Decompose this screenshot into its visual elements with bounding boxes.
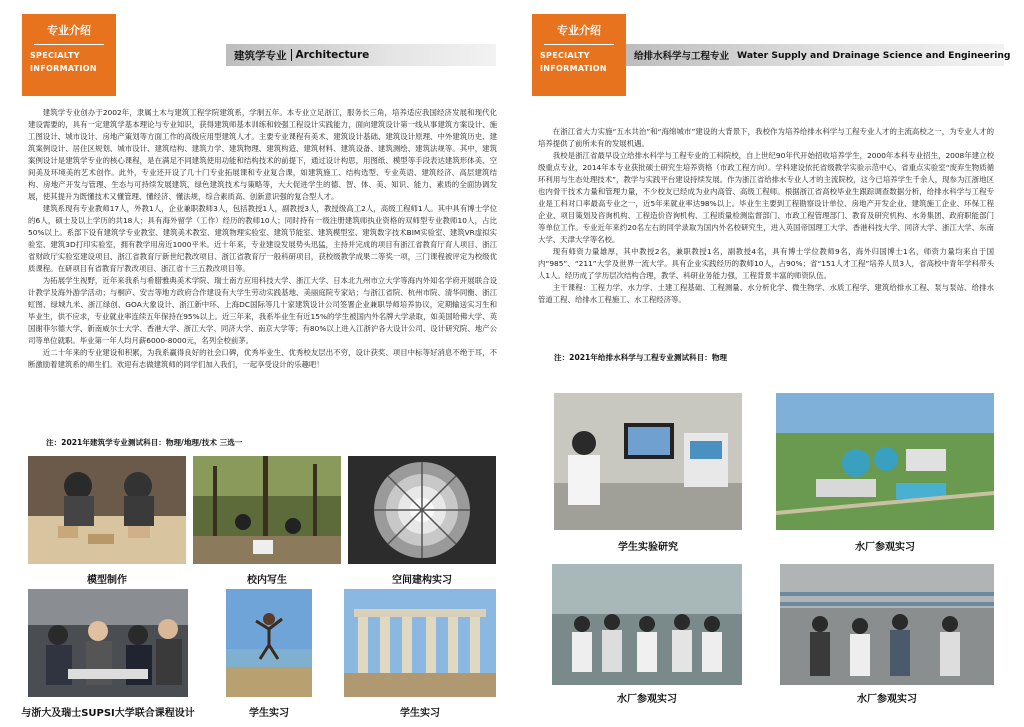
test-subject-note: 注：2021年给排水科学与工程专业测试科目：物理 — [554, 353, 728, 362]
photo-water-plant-visit-group — [552, 564, 742, 685]
photo-student-internship — [226, 589, 312, 697]
tag-en-line1: SPECIALTY — [540, 51, 590, 60]
photo-space-construction — [348, 456, 496, 564]
photo-student-internship-temple — [344, 589, 496, 697]
photo-water-plant-visit-pipes — [780, 564, 994, 685]
tag-en-line2: INFORMATION — [540, 64, 607, 73]
tag-divider — [544, 44, 614, 45]
tag-en-line2: INFORMATION — [30, 64, 97, 73]
tag-divider — [34, 44, 104, 45]
section-title-bar — [226, 44, 496, 66]
title-divider — [291, 49, 292, 61]
photo-lab-research — [554, 393, 742, 530]
tag-cn: 专业介绍 — [47, 24, 91, 37]
paragraph: 建筑学专业创办于2002年，隶属土木与建筑工程学院建筑系，学制五年。本专业立足浙江，服务长三角，培养适应我国经济发展和现代化建设需要的，具有一定建筑学基本理论与专业知识，获得建筑师基本训练和较强工程设计实践能力，面向建筑设计第一线从事建筑方案设计、施工图设计、城市设计、房地产策划等方面工作的高级应用型建筑人才。主要专业课程有美术、建筑设计基础、建筑设计原理、中外建筑历史、建筑案例设计、居住区规划、城市设计、建筑结构、建筑力学、建筑物理、建筑构造、建筑材料、建筑设备、建筑测绘、建筑法规等。其中，建筑案例设计是建筑学专业的核心课程，是在满足不同建筑使用功能和结构技术的前提下，通过设计构思，用图纸、模型等手段表达建筑形体美、空间美及环境美的艺术创作。此外，专业还开设了几十门专业拓展课和专业复合课，如建筑施工、结构选型、专业英语、建筑经济、高层建筑结构、房地产开发与管理、生态与可持续发展建筑、绿色建筑技术与策略等，大大促进学生的德、智、体、美、知识、能力、素质的全面协调发展，使其提升为既懂技术又懂管理、懂经济、懂法规，综合素质高、创新意识强的复合型人才。 — [28, 108, 497, 201]
paragraph: 现有师资力量雄厚，其中教授2名，兼职教授1名，副教授4名，具有博士学位教师9名，海外归国博士1名，师资力量均来自于国内“985”、“211”大学及世界一流大学。具有企业实践经历的教师10人，占90%；省“151人才工程”培养人员3人，省高校中青年学科带头人1人。经历成了学历层次结构合理，教学、科研业务能力强，工程背景丰富的师资队伍。 — [538, 247, 994, 280]
paragraph: 为拓展学生视野，近年来我系与希腊雅典美术学院、瑞士南方应用科技大学、浙江大学、日本北九州市立大学等海内外知名学府开展联合设计教学及海外游学活动；与桐庐、安吉等地方政府合作建设有大学生劳动实践基地、美丽庭院专家站；与浙江省院、杭州市院、清华同衡、浙江虹图、绿城九米、浙江绿创、GOA大象设计、浙江新中环、上海DC国际等几十家建筑设计公司签署企业兼职导师培养协议，定期输送实习生和毕业生，供不应求，专业就业率连续五年保持在95%以上。近三年来，我系毕业生有近15%的学生被国内外名牌大学录取，如美国哈佛大学、英国谢菲尔德大学、新南威尔士大学、香港大学、浙江大学、同济大学、南京大学等；有80%以上进入江浙沪各大设计公司、设计研究院、地产公司等单位就职。毕业第一年人均月薪6000-8000元，名列全校前茅。 — [28, 276, 497, 345]
photo-joint-course — [28, 589, 188, 697]
photo-caption: 学生实验研究 — [618, 542, 678, 553]
photo-campus-sketching — [193, 456, 341, 564]
photo-caption: 空间建构实习 — [392, 575, 452, 586]
paragraph: 我校是浙江省最早设立给排水科学与工程专业的工科院校，自上世纪90年代开始招收培养学生，2000年本科专业招生，2008年建立校级重点专业，2014年本专业获批硕士研究生培养资格（市政工程方向）。学科建设依托省级教学实验示范中心、省重点实验室“废弃生物质循环利用与生态处理技术”，教学与实践平台建设持续发展。作为浙江省给排水专业人才的主流院校，这今已培养学生千余人，现参为江浙地区也内骨干技术力量和管理力量，不少校友已经成为业内高管、高级工程师。根据浙江省高校毕业生跟踪调查数据分析，给排水科学与工程专业是工科对口率最高专业之一，近5年来就业率达98%以上。毕业生主要到工程勘察设计单位、房地产开发企业、建筑施工企业、环保工程企业、项目策划及咨询机构、工程造价咨询机构、工程质量检测监督部门、市政工程管理部门、教育及研究机构、水务集团、政府职能部门等单位工作。专业近年来约20名左右的同学录取为国内外名校研究生，进入英国帝国理工大学、香港科技大学、同济大学、浙江大学、东南大学、天津大学等名校。 — [538, 151, 994, 244]
photo-water-plant-aerial — [776, 393, 994, 530]
paragraph: 在浙江省大力实施“五水共治”和“海绵城市”建设的大背景下，我校作为培养给排水科学与工程专业人才的主流高校之一，为专业人才的培养提供了前所未有的发展机遇。 — [538, 127, 994, 148]
photo-caption: 校内写生 — [247, 575, 287, 586]
paragraph: 主干课程：工程力学、水力学、土建工程基础、工程测量、水分析化学、微生物学、水质工程学、建筑给排水工程、泵与泵站、给排水管道工程、给排水工程施工、水工程经济等。 — [538, 283, 994, 304]
photo-caption: 水厂参观实习 — [855, 542, 915, 553]
photo-caption: 学生实习 — [249, 708, 289, 719]
paragraph: 建筑系现有专业教师17人，外教1人，企业兼职教师3人，包括教授1人，副教授3人，教授级高工2人，高级工程师1人。其中具有博士学位的6人，硕士及以上学历的共18人；具有海外留学（工作）经历的教师10人；同时持有一级注册建筑师执业资格的双师型专业教师10人，占比50%以上。系部下设有建筑学专业教室、建筑美术教室、建筑物理实验室、建筑节能室、建筑模型室、建筑数字技术BIM实验室、建筑VR虚拟实验室、建筑3D打印实验室，拥有教学用房近1000平米。近十年来，专业建设发展势头迅猛，主持并完成的项目有浙江省教育厅育人项目、浙江省财政厅实验室建设项目、浙江省教育厅新世纪教改项目、浙江省教育厅一般科研项目，获校级教学成果二等奖一项，三门课程被评定为校级优质课程。在研项目有省教育厅教改项目、浙江省十三五教改项目等。 — [28, 204, 497, 273]
title-en: Water Supply and Drainage Science and Engineering — [737, 49, 1011, 61]
photo-caption: 水厂参观实习 — [857, 694, 917, 705]
photo-caption: 水厂参观实习 — [617, 694, 677, 705]
test-subject-note: 注：2021年建筑学专业测试科目：物理/地理/技术 三选一 — [46, 438, 243, 447]
title-cn: 建筑学专业 — [234, 49, 287, 62]
title-en: Architecture — [295, 49, 370, 61]
right-page — [512, 0, 1024, 727]
specialty-tag — [532, 14, 626, 96]
section-title-bar — [626, 44, 1011, 66]
photo-caption: 与浙大及瑞士SUPSI大学联合课程设计 — [21, 708, 195, 719]
photo-caption: 模型制作 — [87, 575, 127, 586]
photo-caption: 学生实习 — [400, 708, 440, 719]
tag-en-line1: SPECIALTY — [30, 51, 80, 60]
photo-model-making — [28, 456, 186, 564]
title-cn: 给排水科学与工程专业 — [634, 51, 730, 62]
intro-text — [28, 107, 497, 371]
paragraph: 近二十年来的专业建设和积累，为我系赢得良好的社会口碑，优秀毕业生、优秀校友层出不穷，设计获奖、项目中标等好消息不绝于耳，不断激励着建筑系的师生们。欢迎有志做建筑师的同学们加入我们，一起享受设计的乐趣吧！ — [28, 348, 497, 369]
specialty-tag — [22, 14, 116, 96]
tag-cn: 专业介绍 — [557, 24, 601, 37]
intro-text — [538, 126, 994, 306]
